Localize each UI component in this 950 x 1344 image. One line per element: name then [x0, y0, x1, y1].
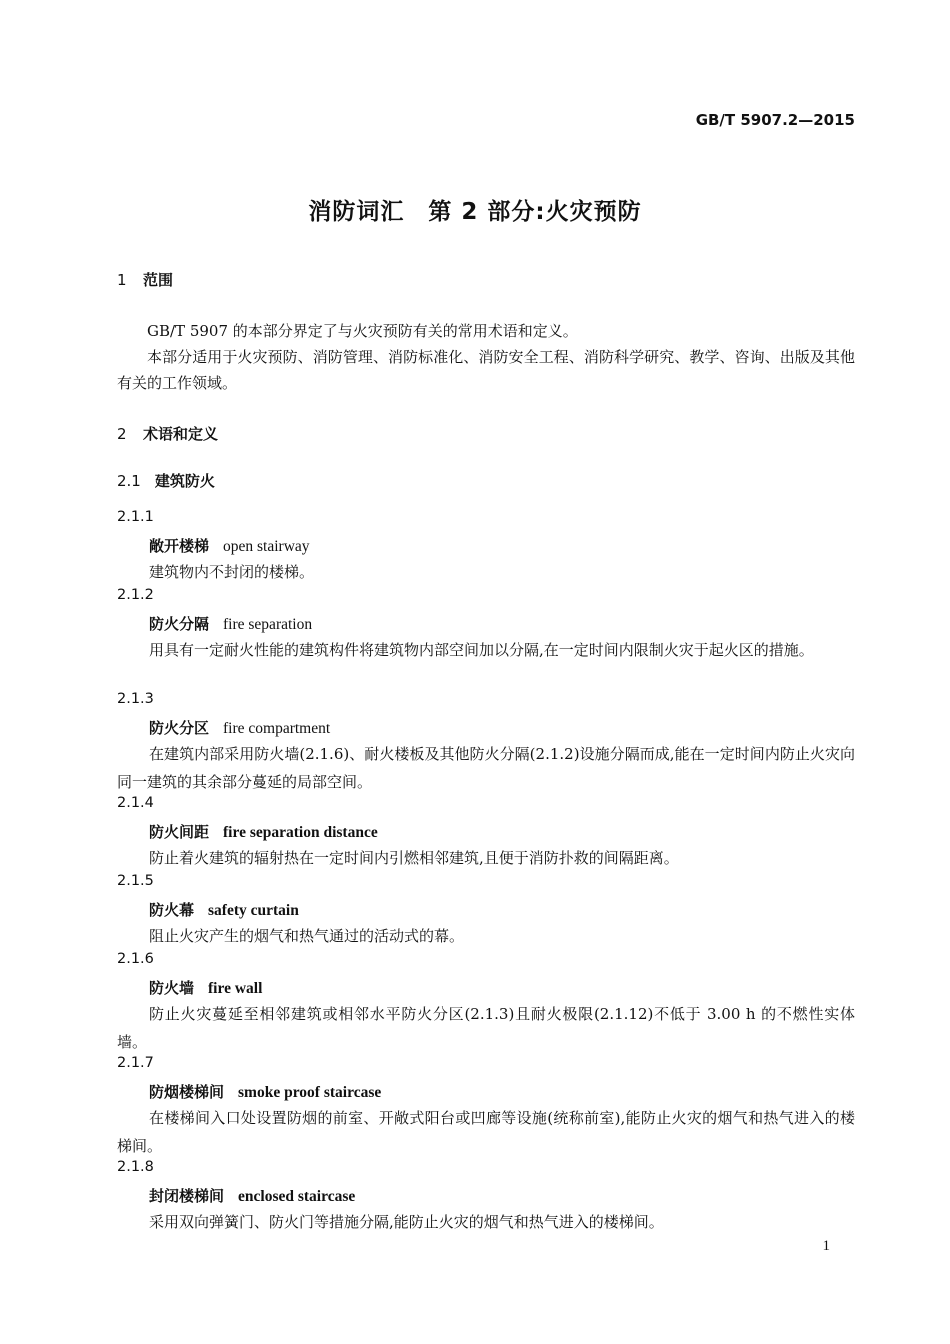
clause-number: 2.1.7 — [117, 1055, 154, 1071]
document-title: 消防词汇 第 2 部分:火灾预防 — [308, 199, 642, 225]
term-en: fire separation distance — [223, 824, 378, 841]
term-heading — [149, 1185, 355, 1206]
clause-number: 2.1.1 — [117, 509, 154, 525]
term-definition: 防止着火建筑的辐射热在一定时间内引燃相邻建筑,且便于消防扑救的间隔距离。 — [149, 849, 679, 867]
scope-paragraph-1: GB/T 5907 的本部分界定了与火灾预防有关的常用术语和定义。 — [147, 322, 578, 340]
term-definition: 阻止火灾产生的烟气和热气通过的活动式的幕。 — [149, 927, 465, 945]
standard-code: GB/T 5907.2—2015 — [695, 111, 855, 129]
term-en: fire compartment — [223, 720, 331, 737]
subsection-number: 2.1 — [117, 472, 141, 490]
term-definition: 防止火灾蔓延至相邻建筑或相邻水平防火分区(2.1.3)且耐火极限(2.1.12)不低于 3.00 h 的不燃性实体墙。 — [117, 1005, 855, 1051]
term-heading — [149, 1081, 381, 1102]
clause-number: 2.1.5 — [117, 873, 154, 889]
term-heading — [149, 899, 299, 920]
section-number: 2 — [117, 425, 127, 443]
term-en: fire wall — [208, 980, 263, 997]
clause-number: 2.1.8 — [117, 1159, 154, 1175]
term-heading — [149, 821, 378, 842]
term-zh: 防火间距 — [149, 823, 210, 841]
term-zh: 防火分区 — [149, 719, 210, 737]
term-heading — [149, 717, 330, 738]
subsection-heading — [117, 470, 215, 491]
section-heading-terms — [117, 423, 218, 444]
term-en: smoke proof staircase — [238, 1084, 382, 1101]
term-en: open stairway — [223, 538, 310, 555]
term-zh: 防烟楼梯间 — [149, 1083, 225, 1101]
scope-paragraph-2: 本部分适用于火灾预防、消防管理、消防标准化、消防安全工程、消防科学研究、教学、咨询、出版及其他有关的工作领域。 — [117, 348, 855, 392]
term-definition: 在建筑内部采用防火墙(2.1.6)、耐火楼板及其他防火分隔(2.1.2)设施分隔而成,能在一定时间内防止火灾向同一建筑的其余部分蔓延的局部空间。 — [117, 745, 855, 791]
section-title: 术语和定义 — [143, 425, 219, 443]
term-en: enclosed staircase — [238, 1188, 356, 1205]
term-en: fire separation — [223, 616, 313, 633]
clause-number: 2.1.4 — [117, 795, 154, 811]
page-number: 1 — [822, 1238, 830, 1254]
term-zh: 防火墙 — [149, 979, 195, 997]
term-definition: 采用双向弹簧门、防火门等措施分隔,能防止火灾的烟气和热气进入的楼梯间。 — [149, 1213, 664, 1231]
section-title: 范围 — [143, 271, 174, 289]
term-definition: 用具有一定耐火性能的建筑构件将建筑物内部空间加以分隔,在一定时间内限制火灾于起火区的措施。 — [149, 641, 814, 659]
term-heading — [149, 977, 262, 998]
term-en: safety curtain — [208, 902, 299, 919]
term-zh: 封闭楼梯间 — [149, 1187, 225, 1205]
term-definition: 在楼梯间入口处设置防烟的前室、开敞式阳台或凹廊等设施(统称前室),能防止火灾的烟气和热气进入的楼梯间。 — [117, 1109, 855, 1155]
term-zh: 敞开楼梯 — [149, 537, 210, 555]
term-definition: 建筑物内不封闭的楼梯。 — [149, 563, 315, 581]
term-zh: 防火分隔 — [149, 615, 210, 633]
section-number: 1 — [117, 271, 127, 289]
term-heading — [149, 535, 310, 556]
clause-number: 2.1.2 — [117, 587, 154, 603]
clause-number: 2.1.6 — [117, 951, 154, 967]
subsection-title: 建筑防火 — [154, 472, 215, 490]
term-zh: 防火幕 — [149, 901, 195, 919]
clause-number: 2.1.3 — [117, 691, 154, 707]
term-heading — [149, 613, 312, 634]
section-heading-scope — [117, 269, 173, 290]
